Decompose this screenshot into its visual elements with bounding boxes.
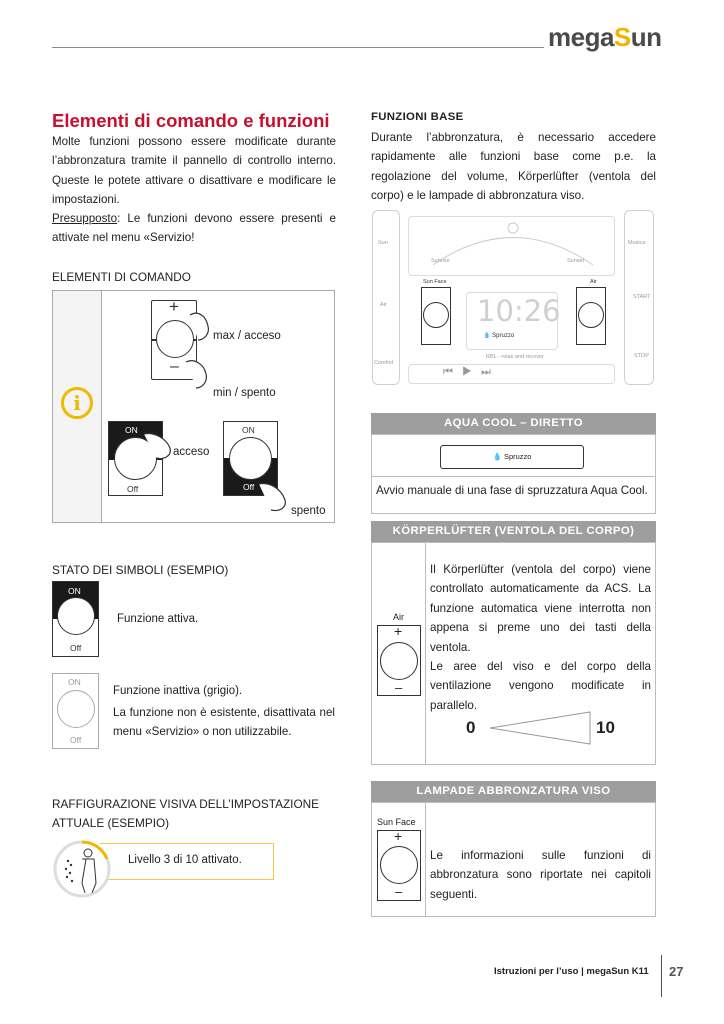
finger-press-icons	[180, 300, 220, 390]
minus-symbol: –	[170, 358, 179, 375]
fan-knob	[380, 642, 418, 680]
min-label: min / spento	[213, 387, 276, 399]
active-off-label: Off	[70, 643, 82, 653]
info-icon: i	[61, 387, 93, 419]
active-on-label: ON	[68, 586, 81, 596]
scale-wedge	[488, 710, 592, 746]
fan-air-label: Air	[393, 612, 404, 622]
intro-paragraph: Molte funzioni possono essere modificate durante l’abbronzatura tramite il pannello di controllo interno. Queste le potete attivare o disattivare e modificare le impostazioni.	[52, 135, 336, 206]
lamps-header: LAMPADE ABBRONZATURA VISO	[371, 781, 656, 802]
panel-start-label: START	[633, 294, 651, 300]
panel-sun-label: Sun	[378, 240, 388, 246]
base-heading: FUNZIONI BASE	[371, 111, 464, 123]
panel-left-strip	[372, 210, 400, 385]
switch-on-label: ON	[125, 425, 138, 435]
panel-air-label: Air	[380, 302, 387, 308]
scale-max: 10	[596, 718, 615, 737]
sunrise-label: Sunrise	[431, 258, 450, 264]
symbols-heading: STATO DEI SIMBOLI (ESEMPIO)	[52, 563, 229, 577]
visual-heading-1: RAFFIGURAZIONE VISIVA DELL’IMPOSTAZIONE	[52, 797, 320, 811]
lamps-minus: –	[395, 884, 403, 899]
level-ring-icon	[52, 837, 112, 901]
footer-divider	[661, 955, 662, 997]
lamps-text: Le informazioni sulle funzioni di abbronzatura sono riportate nei capitoli seguenti.	[430, 849, 651, 901]
panel-comfort-label: Comfort	[374, 360, 394, 366]
switch2-off-label: Off	[243, 482, 255, 492]
finger-spento-icon	[255, 478, 295, 518]
active-symbol-knob	[57, 597, 95, 635]
scale-min: 0	[466, 718, 476, 737]
switch-off-label: Off	[127, 484, 139, 494]
inactive-text-1: Funzione inattiva (grigio).	[113, 685, 243, 697]
panel-sunface-knob	[423, 302, 449, 328]
controls-heading: ELEMENTI DI COMANDO	[52, 270, 191, 284]
prerequisite-paragraph: Presupposto: Le funzioni devono essere presenti e attivate nel menu «Servizio!	[52, 212, 336, 245]
control-panel-illustration	[371, 210, 656, 390]
spruzzo-button[interactable]: 💧 Spruzzo	[440, 445, 584, 469]
page-number: 27	[669, 964, 684, 979]
visual-heading-2: ATTUALE (ESEMPIO)	[52, 816, 170, 830]
switch-off-knob	[229, 437, 272, 480]
aqua-divider	[371, 476, 656, 477]
fan-minus: –	[395, 680, 403, 695]
panel-musica-label: Musica	[628, 240, 646, 246]
base-paragraph: Durante l’abbronzatura, è necessario accedere rapidamente alle funzioni base come p.e. la regolazione del volume, Körperlüfter (ventola del corpo) e le lampade di abbronzatura viso.	[371, 131, 656, 202]
page-title: Elementi di comando e funzioni	[52, 110, 330, 131]
megasun-logo: megaSun	[548, 22, 662, 52]
lamps-plus: +	[394, 828, 403, 844]
fan-text-2: Le aree del viso e del corpo della ventilazione vengono modificate in parallelo.	[430, 660, 651, 712]
panel-spruzzo: 💧 Spruzzo	[483, 333, 515, 339]
lamps-knob	[380, 846, 418, 884]
spento-label: spento	[291, 505, 326, 517]
sunset-label: Sunset	[567, 258, 585, 264]
panel-air-knob	[578, 302, 604, 328]
inactive-text-2: La funzione non è esistente, disattivata nel menu «Servizio» o non utilizzabile.	[113, 706, 335, 739]
lamps-label: Sun Face	[377, 817, 416, 827]
plus-symbol: +	[169, 297, 179, 316]
fan-divider	[425, 542, 426, 765]
lamps-divider	[425, 802, 426, 917]
fan-plus: +	[394, 623, 403, 639]
fan-header: KÖRPERLÜFTER (VENTOLA DEL CORPO)	[371, 521, 656, 542]
acceso-label: acceso	[173, 446, 210, 458]
panel-stop-label: STOP	[634, 353, 649, 359]
inactive-on-label: ON	[68, 677, 81, 687]
level-text: Livello 3 di 10 attivato.	[128, 854, 242, 866]
footer-text: Istruzioni per l’uso | megaSun K11	[494, 966, 649, 977]
panel-player-bar	[408, 364, 615, 384]
inactive-symbol-knob	[57, 690, 95, 728]
panel-track: RBL - relax and recover	[486, 354, 544, 360]
aqua-text: Avvio manuale di una fase di spruzzatura Aqua Cool.	[376, 484, 648, 497]
switch2-on-label: ON	[242, 425, 255, 435]
inactive-off-label: Off	[70, 735, 82, 745]
max-label: max / acceso	[213, 330, 281, 342]
aqua-header: AQUA COOL – DIRETTO	[371, 413, 656, 434]
fan-text-1: Il Körperlüfter (ventola del corpo) viene controllato automaticamente da ACS. La funzione automatica viene interrotta non appena si preme uno dei tasti della ventola.	[430, 563, 651, 654]
panel-clock: 10:26	[477, 294, 561, 328]
header-rule	[52, 47, 544, 48]
active-text: Funzione attiva.	[117, 613, 199, 625]
panel-air-small-label: Air	[590, 279, 597, 285]
panel-sunface-label: Sun Face	[423, 279, 447, 285]
play-icon: ⏮ ▶ ⏭	[443, 366, 491, 378]
